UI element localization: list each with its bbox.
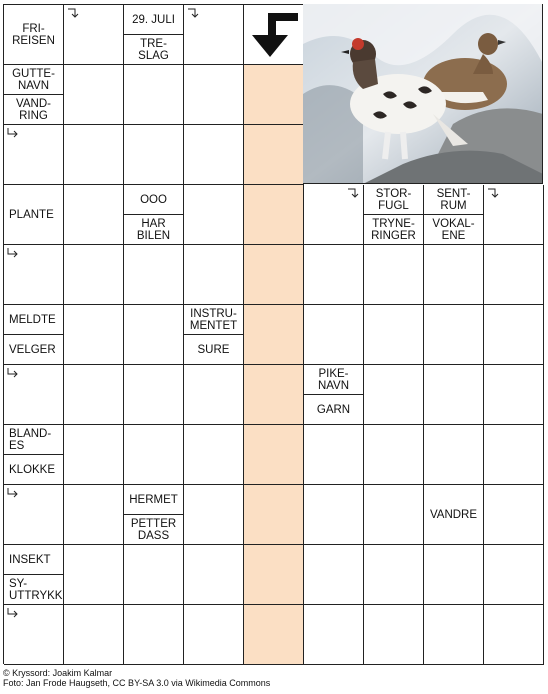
right-down-arrow-icon [346,187,360,199]
grid-cell[interactable] [244,305,304,365]
grid-cell[interactable] [244,545,304,605]
grid-cell[interactable] [124,305,184,365]
clue-garn: GARN [316,403,351,416]
grid-cell[interactable] [124,605,184,665]
grid-cell[interactable] [364,485,424,545]
grid-cell[interactable] [424,605,484,665]
clue-treslag: TRE- SLAG [138,37,169,62]
grid-cell [124,485,184,545]
grid-cell[interactable] [124,545,184,605]
grid-cell[interactable] [64,65,124,125]
grid-cell[interactable] [64,425,124,485]
grid-cell[interactable] [364,605,424,665]
grid-cell[interactable] [64,185,124,245]
grid-cell[interactable] [364,305,424,365]
grid-cell[interactable] [64,365,124,425]
grid-cell[interactable] [124,245,184,305]
grid-cell[interactable] [484,545,544,605]
grid-cell[interactable] [304,245,364,305]
down-right-arrow-icon [6,607,20,619]
grid-cell [4,425,64,485]
down-right-arrow-icon [6,367,20,379]
grid-cell[interactable] [484,425,544,485]
grid-cell[interactable] [244,125,304,185]
credit-photo: Foto: Jan Frode Haugseth, CC BY-SA 3.0 via Wikimedia Commons [3,678,271,688]
grid-cell[interactable] [244,365,304,425]
grid-cell [364,185,424,245]
clue-velger: VELGER [9,343,56,356]
credits [3,668,270,688]
clue-syuttrykk: SY- UTTRYKK [9,577,63,602]
grid-cell[interactable] [184,365,244,425]
grid-cell[interactable] [484,245,544,305]
clue-vandre: VANDRE [429,508,478,521]
grid-cell[interactable] [364,545,424,605]
grid-cell [124,5,184,65]
ptarmigan-image [303,4,543,184]
grid-cell[interactable] [484,365,544,425]
grid-cell [424,185,484,245]
clue-petterdass: PETTER DASS [130,517,177,542]
right-down-arrow-icon [486,187,500,199]
grid-cell[interactable] [424,365,484,425]
grid-cell[interactable] [64,305,124,365]
grid-cell[interactable] [424,425,484,485]
grid-cell[interactable] [184,185,244,245]
grid-cell[interactable] [184,65,244,125]
grid-cell [4,5,64,65]
clue-blandes: BLAND- ES [4,425,63,455]
grid-cell[interactable] [244,485,304,545]
clue-instrumentet: INSTRU- MENTET [184,305,243,335]
grid-cell[interactable] [244,605,304,665]
right-down-arrow-icon [186,7,200,19]
clue-29juli: 29. JULI [124,5,183,35]
grid-cell[interactable] [184,605,244,665]
grid-cell[interactable] [64,605,124,665]
grid-cell[interactable] [64,545,124,605]
grid-cell[interactable] [184,125,244,185]
grid-cell[interactable] [304,605,364,665]
grid-cell[interactable] [124,365,184,425]
clue-insekt: INSEKT [4,545,63,575]
clue-sentrum: SENT- RUM [424,185,483,215]
clue-harbilen: HAR BILEN [136,217,171,242]
down-right-arrow-icon [6,487,20,499]
grid-cell[interactable] [184,545,244,605]
grid-cell[interactable] [304,485,364,545]
grid-cell[interactable] [304,305,364,365]
grid-cell [124,185,184,245]
grid-cell[interactable] [484,305,544,365]
grid-cell [424,485,484,545]
grid-cell[interactable] [364,425,424,485]
grid-cell[interactable] [64,485,124,545]
grid-cell[interactable] [364,365,424,425]
grid-cell[interactable] [184,245,244,305]
grid-cell [304,365,364,425]
grid-cell[interactable] [124,425,184,485]
clue-sure: SURE [197,343,230,356]
grid-cell [184,305,244,365]
clue-vokalene: VOKAL- ENE [432,217,475,242]
grid-cell[interactable] [244,65,304,125]
clue-tryneringer: TRYNE- RINGER [371,217,416,242]
grid-cell[interactable] [244,245,304,305]
clue-guttenavn: GUTTE- NAVN [4,65,63,95]
clue-vandring: VAND- RING [16,97,51,122]
puzzle-photo [303,4,543,184]
credit-crossword: © Kryssord: Joakim Kalmar [3,668,113,678]
clue-plante: PLANTE [9,208,54,221]
clue-meldte: MELDTE [4,305,63,335]
grid-cell[interactable] [484,485,544,545]
grid-cell[interactable] [244,185,304,245]
grid-cell[interactable] [424,305,484,365]
grid-cell[interactable] [424,545,484,605]
grid-cell[interactable] [424,245,484,305]
down-right-arrow-icon [6,247,20,259]
grid-cell[interactable] [64,125,124,185]
grid-cell [4,65,64,125]
clue-hermet: HERMET [124,485,183,515]
grid-cell[interactable] [244,425,304,485]
grid-cell[interactable] [124,65,184,125]
clue-klokke: KLOKKE [9,463,56,476]
grid-cell[interactable] [184,485,244,545]
grid-cell[interactable] [304,425,364,485]
solution-arrow-icon [244,5,304,65]
down-right-arrow-icon [6,127,20,139]
grid-cell[interactable] [124,125,184,185]
grid-cell[interactable] [364,245,424,305]
grid-cell[interactable] [184,425,244,485]
clue-frireisen: FRI- REISEN [12,22,55,47]
clue-storfugl: STOR- FUGL [364,185,423,215]
right-down-arrow-icon [66,7,80,19]
grid-cell[interactable] [484,605,544,665]
grid-cell[interactable] [304,545,364,605]
clue-ooo: OOO [124,185,183,215]
grid-cell[interactable] [64,245,124,305]
grid-cell [4,545,64,605]
grid-cell [4,305,64,365]
clue-pikenavn: PIKE- NAVN [304,365,363,395]
grid-cell [4,185,64,245]
